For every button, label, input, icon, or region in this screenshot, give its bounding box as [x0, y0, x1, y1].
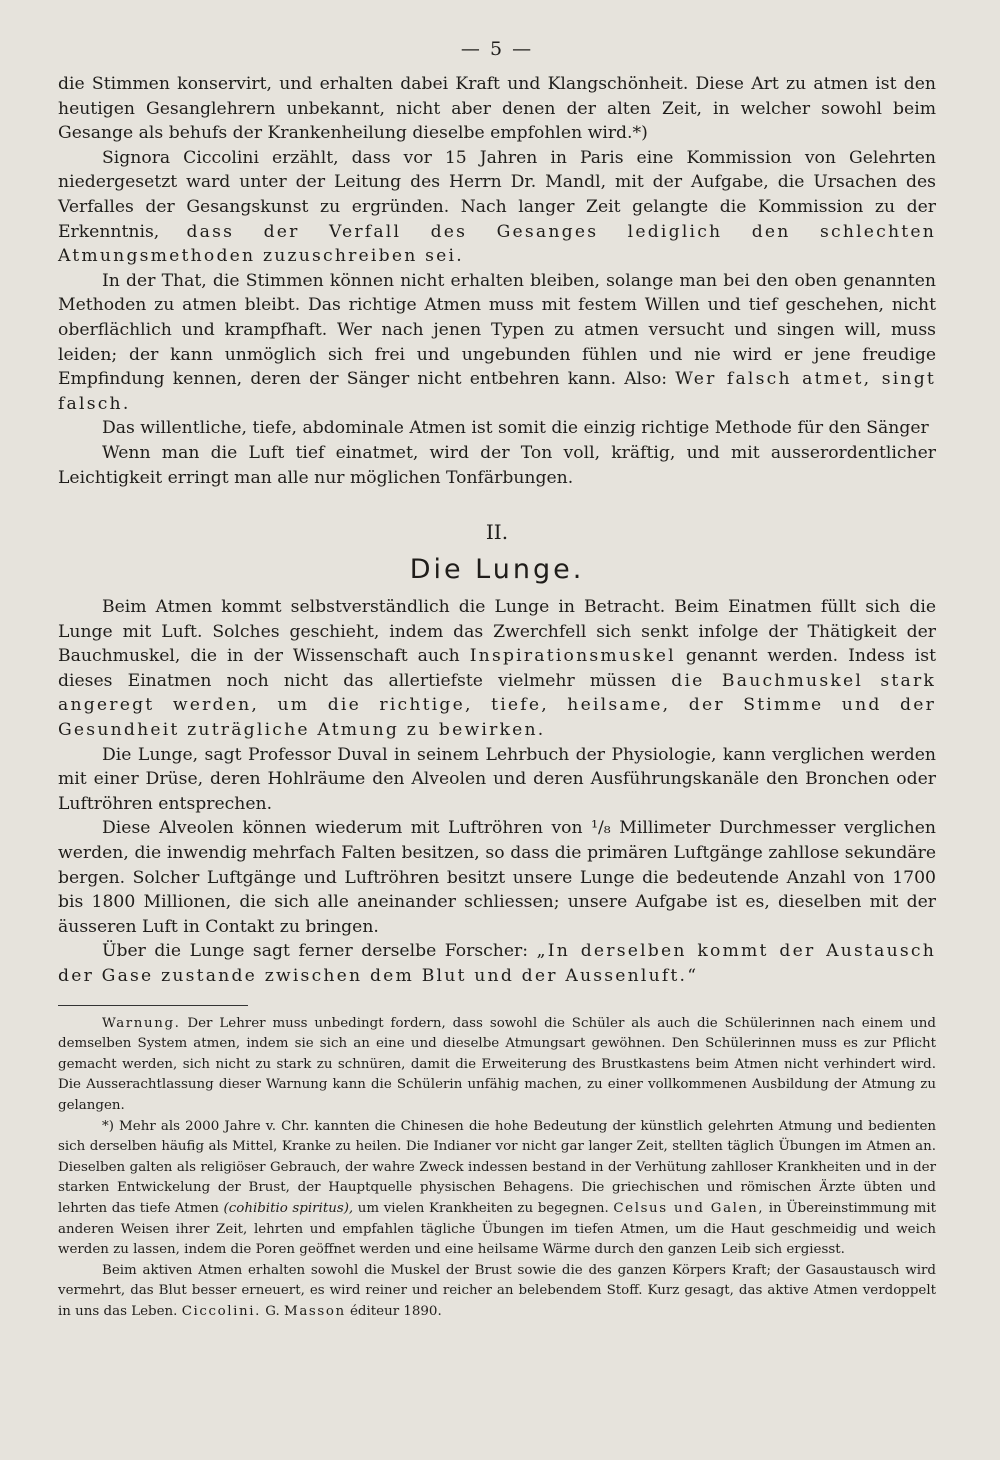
section-title: Die Lunge. [409, 554, 585, 586]
footnote-text: Beim aktiven Atmen erhalten sowohl die Muskel der Brust sowie die des ganzen Körpers Kraft; der Gasaustausch wird vermehrt, das Blut besser erneuert, es wird reiner und reicher an belebendem Stoff. Kurz gesagt, das aktive Atmen verdoppelt in uns das Leben. [58, 1262, 936, 1319]
emphasized-text: Inspirationsmuskel [469, 646, 676, 667]
paragraph-text: Diese Alveolen können wiederum mit Luftröhren von [102, 818, 592, 839]
footnote-star [58, 1117, 936, 1261]
paragraph-methods [58, 269, 936, 417]
paragraph-text: Signora Ciccolini erzählt, dass vor 15 Jahren in Paris eine Kommission von Gelehrten niedergesetzt ward unter der Leitung des Herrn Dr. Mandl, mit der Aufgabe, die Ursachen des Verfalles der Gesangskunst zu ergründen. Nach langer Zeit gelangte die Kommission zu der Erkenntnis, [58, 147, 936, 242]
paragraph-alveolen [58, 816, 936, 939]
footnote-author: Ciccolini. [181, 1303, 262, 1319]
paragraph-text: Über die Lunge sagt ferner derselbe Forscher: [102, 941, 537, 962]
page-number: — 5 — [460, 38, 534, 60]
paragraph-tone: Wenn man die Luft tief einatmet, wird der Ton voll, kräftig, und mit ausserordentlicher Leichtigkeit erringt man alle nur möglichen Tonfärbungen. [58, 442, 936, 488]
paragraph-breathing [58, 595, 936, 743]
section-number: II. [485, 520, 509, 545]
emphasized-text: dass der Verfall des Gesanges lediglich den schlechten Atmungsmethoden zuzuschreiben sei. [58, 221, 936, 267]
paragraph-text: Beim Atmen kommt selbstverständlich die Lunge in Betracht. Beim Einatmen füllt sich die Lunge mit Luft. Solches geschieht, indem das Zwerchfell sich senkt infolge der Thätigkeit der Bauchmuskel, die in der Wissenschaft auch [58, 597, 936, 667]
footnote-text: G. [261, 1303, 285, 1319]
footnote-text: Der Lehrer muss unbedingt fordern, dass sowohl die Schüler als auch die Schülerinnen nach einem und demselben System atmen, indem sie sich an eine und dieselbe Atmungsart gewöhnen. Den Schülerinnen muss es zur Pflicht gemacht werden, sich nicht zu stark zu schnüren, damit die Erweiterung des Brustkastens beim Atmen nicht verhindert wird. Die Ausserachtlassung dieser Warnung kann die Schülerin unfähig machen, zu einer vollkommenen Ausbildung der Atmung zu gelangen. [58, 1015, 936, 1113]
paragraph-text: genannt werden. Indess ist dieses Einatmen noch nicht das allertiefste vielmehr müssen [58, 646, 937, 691]
footnote-text: éditeur 1890. [345, 1303, 442, 1319]
emphasized-quote: „In derselben kommt der Austausch der Gase zustande zwischen dem Blut und der Aussenluft.“ [58, 941, 936, 986]
emphasized-text: die Bauchmuskel stark angeregt werden, um die richtige, tiefe, heilsame, der Stimme und der Gesundheit zuträgliche Atmung zu bewirken. [58, 670, 936, 741]
paragraph-abdominal: Das willentliche, tiefe, abdominale Atmen ist somit die einzig richtige Methode für den Sänger [102, 418, 929, 439]
footnote-text: in Übereinstimmung mit anderen Weisen ihrer Zeit, lehrten und empfahlen tägliche Übungen im tiefen Atmen, um die Haut geschmeidig und weich werden zu lassen, indem die Poren geöffnet werden und eine heilsame Wärme durch den ganzen Leib sich ergiesst. [58, 1200, 937, 1258]
paragraph-text: Millimeter Durchmesser verglichen werden, die inwendig mehrfach Falten besitzen, so dass die primären Luftgänge zahllose sekundäre bergen. Solcher Luftgänge und Luftröhren besitzt unsere Lunge die bedeutende Anzahl von 1700 bis 1800 Millionen, die sich alle aneinander schliessen; unsere Aufgabe ist es, dieselben mit der äusseren Luft in Contakt zu bringen. [58, 818, 936, 937]
footnote-warnung [58, 1014, 936, 1117]
footnote-active-breathing [58, 1261, 936, 1323]
footnote-text: um vielen Krankheiten zu begegnen. [353, 1200, 614, 1216]
paragraph-ciccolini [58, 146, 936, 269]
paragraph-duval: Die Lunge, sagt Professor Duval in seinem Lehrbuch der Physiologie, kann verglichen werden mit einer Drüse, deren Hohlräume den Alveolen und deren Ausführungskanäle den Bronchen oder Luftröhren entsprechen. [58, 744, 936, 814]
footnote-publisher: Masson [284, 1303, 346, 1319]
footnote-label: Warnung. [102, 1015, 181, 1031]
footnote-emphasis: Celsus und Galen, [613, 1200, 765, 1216]
emphasized-text: Wer falsch atmet, singt falsch. [58, 369, 936, 414]
paragraph-text: In der That, die Stimmen können nicht erhalten bleiben, solange man bei den oben genannten Methoden zu atmen bleibt. Das richtige Atmen muss mit festem Willen und tief geschehen, nicht oberflächlich und krampfhaft. Wer nach jenen Typen zu atmen versucht und singen will, muss leiden; der kann unmöglich sich frei und ungebunden fühlen und nie wird er jene freudige Empfindung kennen, deren der Sänger nicht entbehren kann. Also: [58, 270, 936, 390]
paragraph-continuation: die Stimmen konservirt, und erhalten dabei Kraft und Klangschönheit. Diese Art zu atmen ist den heutigen Gesanglehrern unbekannt, nicht aber denen der alten Zeit, in welcher sowohl beim Gesange als behufs der Krankenheilung dieselbe empfohlen wird.*) [58, 74, 936, 144]
paragraph-gasaustausch [58, 939, 936, 988]
footnote-italic: (cohibitio spiritus), [223, 1200, 354, 1216]
fraction: ¹/₈ [591, 818, 611, 839]
footnote-text: *) Mehr als 2000 Jahre v. Chr. kannten die Chinesen die hohe Bedeutung der künstlich gelehrten Atmung und bedienten sich derselben häufig als Mittel, Kranke zu heilen. Die Indianer vor nicht gar langer Zeit, stellten täglich Übungen im Atmen an. Dieselben galten als religiöser Gebrauch, der wahre Zweck indessen bestand in der Verhütung zahlloser Krankheiten und in der starken Entwickelung der Brust, der Hauptquelle physischen Behagens. Die griechischen und römischen Ärzte übten und lehrten das tiefe Atmen [58, 1118, 936, 1216]
footnote-divider [58, 1005, 248, 1006]
